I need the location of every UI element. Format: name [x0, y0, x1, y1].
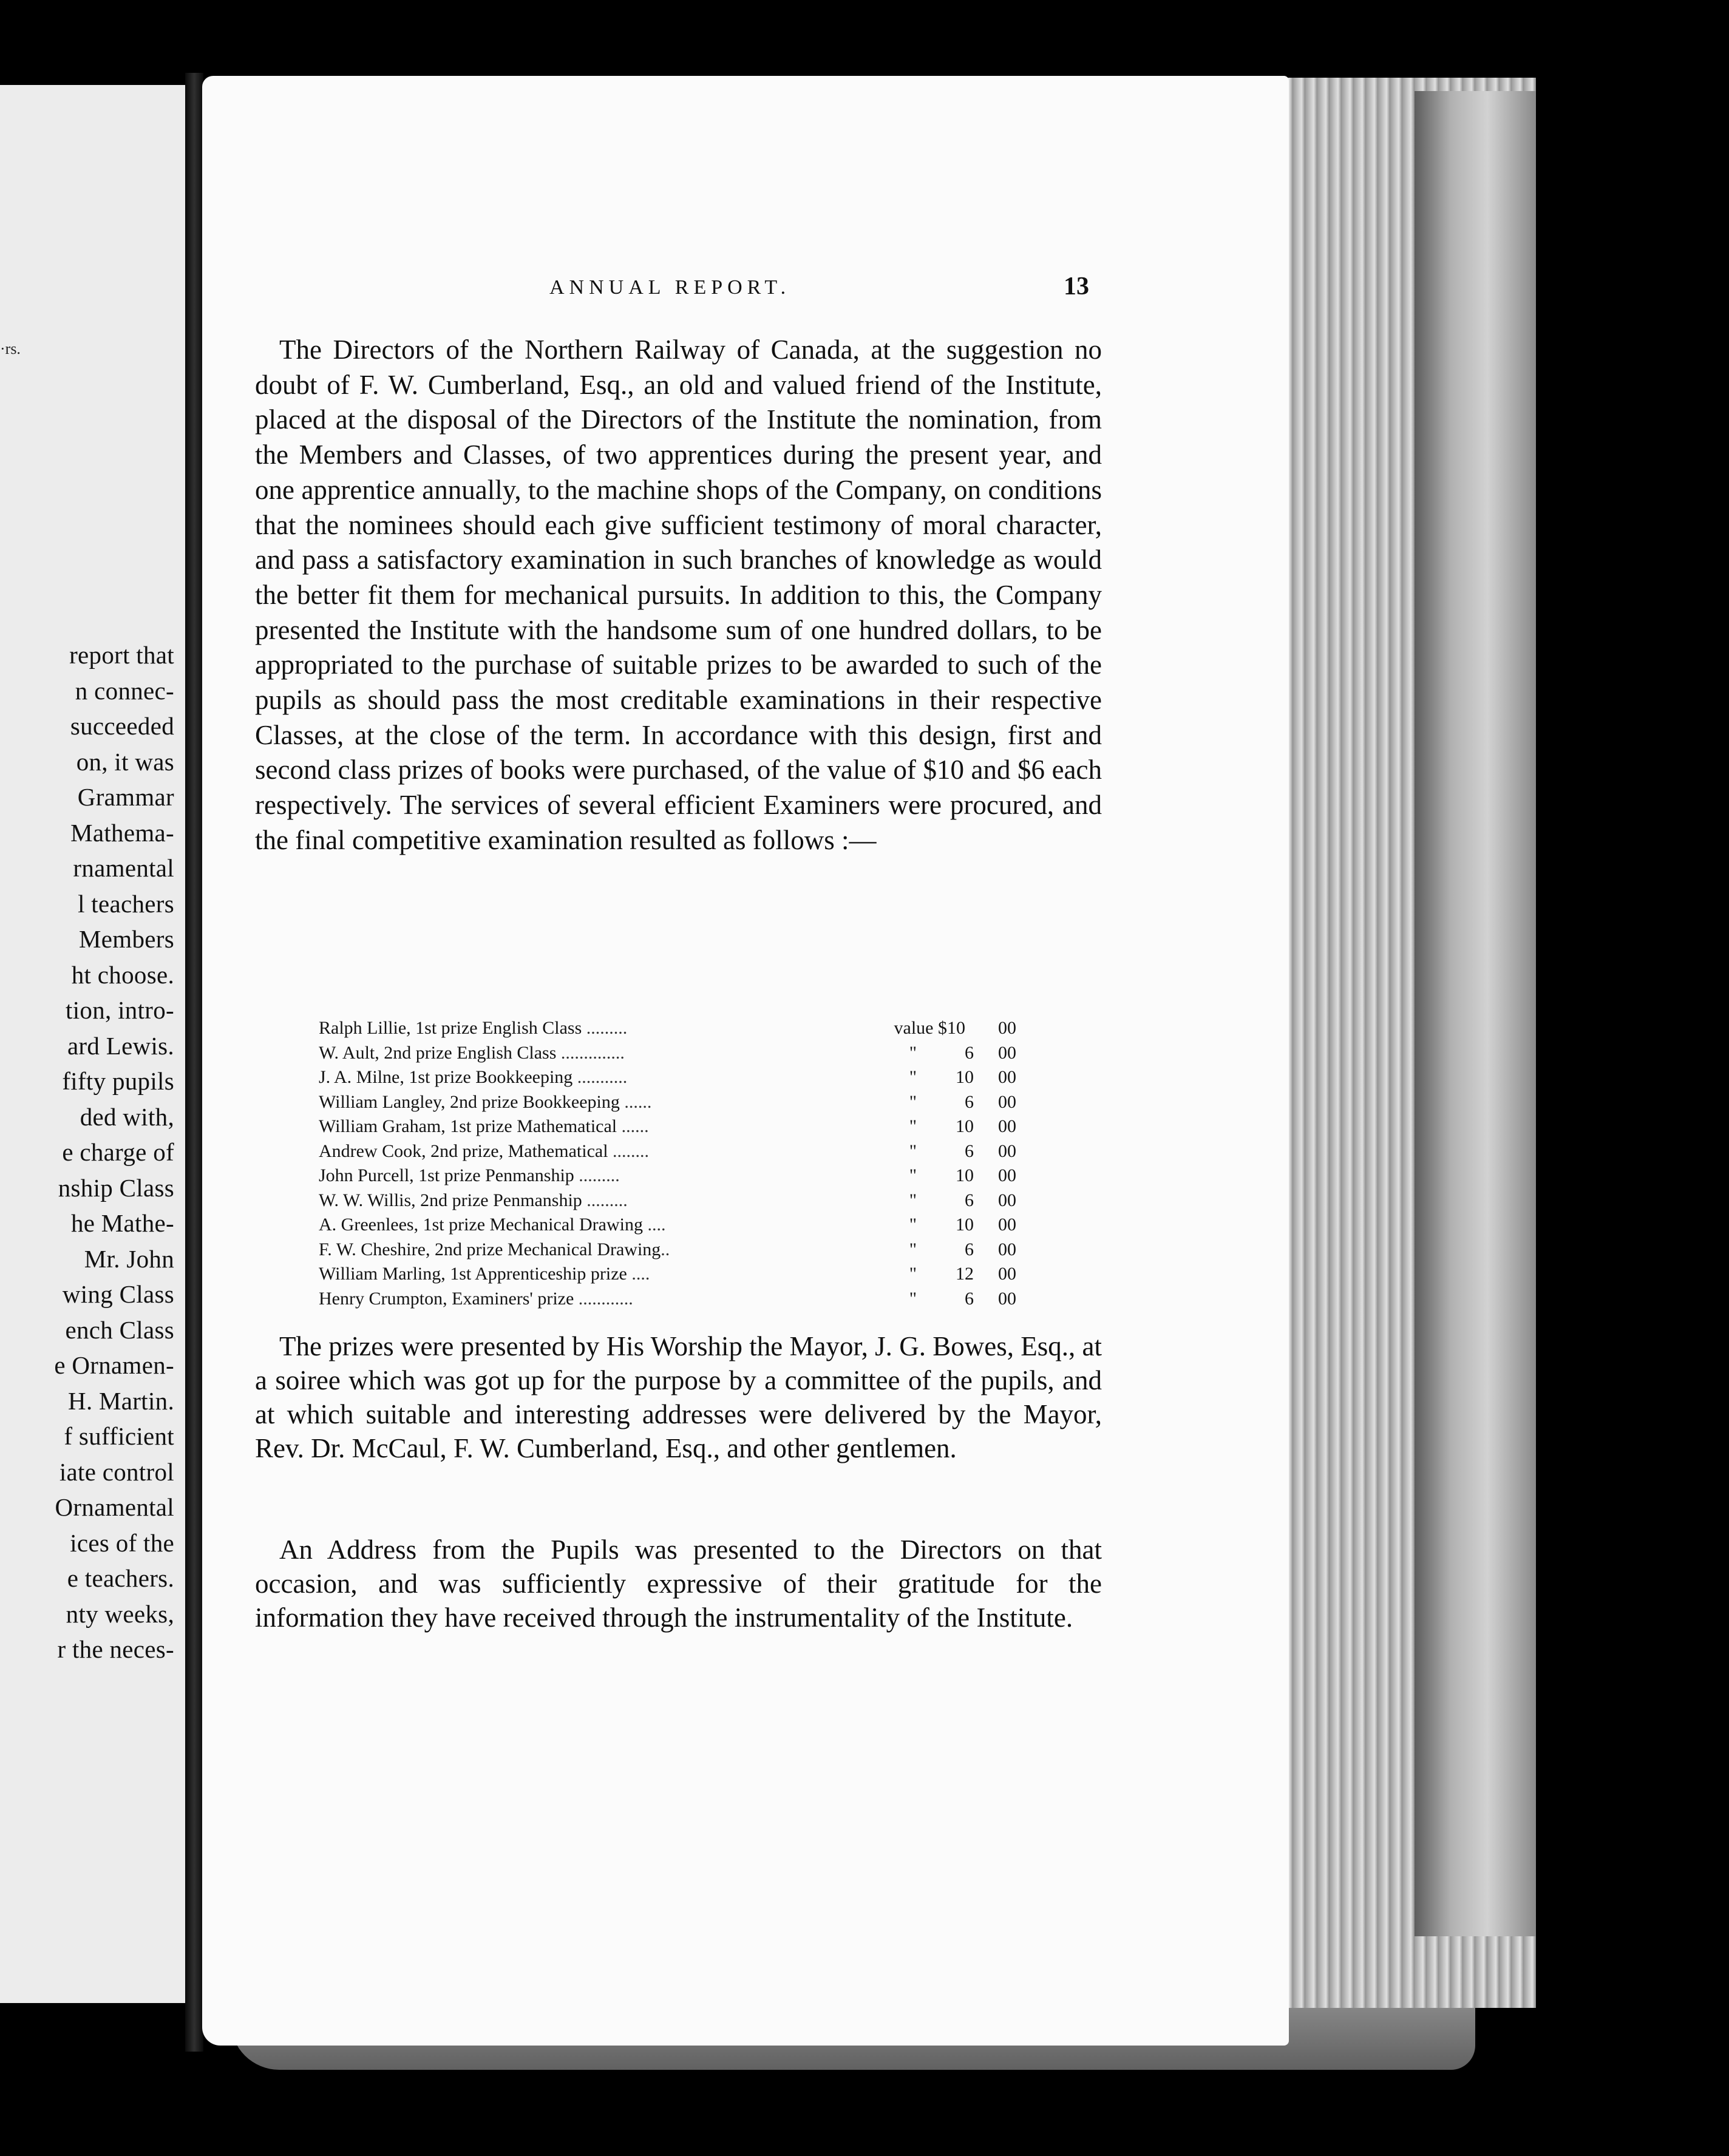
- dot-leader: ...........: [572, 1067, 628, 1087]
- prize-recipient-name: A. Greenlees, 1st prize Mechanical Drawing: [319, 1215, 643, 1235]
- page-number: 13: [1064, 273, 1089, 300]
- prize-recipient-name: W. W. Willis, 2nd prize Penmanship: [319, 1190, 582, 1210]
- prize-row: [319, 1262, 1041, 1287]
- dot-leader: ....: [627, 1264, 650, 1284]
- prize-recipient-name: William Graham, 1st prize Mathematical: [319, 1116, 617, 1136]
- facing-page-line: succeeded: [70, 712, 174, 740]
- prize-recipient-name: Ralph Lillie, 1st prize English Class: [319, 1018, 582, 1038]
- prize-unit: ": [909, 1067, 917, 1087]
- prize-cents: 00: [998, 1239, 1016, 1259]
- prize-recipient-name: J. A. Milne, 1st prize Bookkeeping: [319, 1067, 573, 1087]
- prize-row: [319, 1114, 1041, 1139]
- prize-cents: 00: [998, 1165, 1016, 1185]
- prize-dollars: 10: [956, 1067, 974, 1087]
- facing-page-line: ded with,: [80, 1102, 174, 1131]
- prize-recipient: [319, 1164, 862, 1188]
- prize-recipient-name: Henry Crumpton, Examiners' prize: [319, 1288, 574, 1309]
- prize-recipient: [319, 1139, 862, 1164]
- paragraph-prize-presentation: The prizes were presented by His Worship the Mayor, J. G. Bowes, Esq., at a soiree which was got up for the purpose by a committee of the pupils, and at which suitable and interesting addresses were delivered by the Mayor, Rev. Dr. McCaul, F. W. Cumberland, Esq., and other gentlemen.: [255, 1331, 1102, 1463]
- facing-page-line: he Mathe-: [70, 1209, 174, 1237]
- prize-row: [319, 1041, 1041, 1066]
- prize-unit: ": [909, 1190, 917, 1210]
- prize-dollars: 6: [965, 1141, 974, 1161]
- facing-page-line: Grammar: [77, 783, 174, 811]
- paragraph-northern-railway: The Directors of the Northern Railway of Canada, at the suggestion no doubt of F. W. Cumberland, Esq., an old and valued friend of the Institute, placed at the disposal of the Directors of the Institute the nomination, from the Members and Classes, of two apprentices during the present year, and one apprentice annually, to the machine shops of the Company, on conditions that the nominees should each give sufficient testimony of moral character, and pass a satisfactory examination in such branches of knowledge as would the better fit them for mechanical pursuits. In addition to this, the Company presented the Institute with the handsome sum of one hundred dollars, to be appropriated to the purchase of suitable prizes to be awarded to such of the pupils as should pass the most creditable examinations in their respective Classes, at the close of the term. In accordance with this design, first and second class prizes of books were purchased, of the value of $10 and $6 each respectively. The services of several efficient Examiners were procured, and the final competitive examination resulted as follows :—: [255, 334, 1102, 855]
- dot-leader: ......: [619, 1091, 652, 1112]
- facing-page-line: ench Class: [65, 1315, 174, 1344]
- dot-leader: ........: [608, 1141, 650, 1161]
- prize-cents: 00: [998, 1288, 1016, 1309]
- prize-dollars: 10: [956, 1165, 974, 1185]
- facing-page-line: rnamental: [73, 854, 174, 882]
- paragraph-pupils-address: An Address from the Pupils was presented to the Directors on that occasion, and was sufficiently expressive of their gratitude for the information they have received through the instrumentality of the Institute.: [255, 1534, 1102, 1633]
- facing-page-line: nship Class: [58, 1173, 174, 1202]
- prize-row: [319, 1238, 1041, 1263]
- book-cover-edge: [1415, 91, 1536, 1936]
- prize-recipient: [319, 1065, 862, 1090]
- facing-page-line: e charge of: [62, 1138, 174, 1166]
- prize-recipient: [319, 1213, 862, 1238]
- prize-unit: ": [909, 1264, 917, 1284]
- facing-page-line: nty weeks,: [66, 1599, 174, 1628]
- prize-cents: 00: [998, 1264, 1016, 1284]
- dot-leader: .........: [574, 1165, 620, 1185]
- prize-unit: value $10: [894, 1018, 965, 1038]
- prize-cents: 00: [998, 1190, 1016, 1210]
- facing-page-line: f sufficient: [64, 1422, 174, 1450]
- facing-page-line: iate control: [59, 1457, 174, 1486]
- dot-leader: .........: [582, 1190, 628, 1210]
- facing-page-line: Ornamental: [55, 1493, 174, 1521]
- prize-cents: 00: [998, 1215, 1016, 1235]
- prize-recipient-name: William Marling, 1st Apprenticeship prize: [319, 1264, 627, 1284]
- facing-page-line: l teachers: [78, 889, 174, 918]
- prize-dollars: 6: [965, 1288, 974, 1309]
- dot-leader: ......: [617, 1116, 649, 1136]
- facing-page-line: H. Martin.: [68, 1386, 174, 1415]
- facing-page-line: ht choose.: [71, 960, 174, 989]
- prize-row: [319, 1065, 1041, 1090]
- running-head: ANNUAL REPORT.: [549, 276, 791, 299]
- prize-cents: 00: [998, 1067, 1016, 1087]
- prize-recipient-name: W. Ault, 2nd prize English Class: [319, 1042, 557, 1063]
- facing-page-line: r the neces-: [57, 1635, 174, 1663]
- prize-unit: ": [909, 1042, 917, 1063]
- prize-recipient: [319, 1238, 862, 1263]
- prize-row: [319, 1287, 1041, 1312]
- prize-unit: ": [909, 1288, 917, 1309]
- prize-unit: ": [909, 1116, 917, 1136]
- facing-page-line: e Ornamen-: [54, 1351, 174, 1379]
- prize-dollars: 6: [965, 1091, 974, 1112]
- prize-row: [319, 1188, 1041, 1213]
- prize-row: [319, 1213, 1041, 1238]
- prize-row: [319, 1090, 1041, 1115]
- prize-recipient: [319, 1016, 862, 1041]
- prize-cents: 00: [998, 1141, 1016, 1161]
- prize-dollars: 10: [956, 1215, 974, 1235]
- facing-page-line: ard Lewis.: [67, 1031, 174, 1060]
- dot-leader: ..............: [556, 1042, 625, 1063]
- prize-recipient: [319, 1041, 862, 1066]
- facing-page-line: Members: [79, 925, 174, 953]
- dot-leader: .........: [582, 1018, 628, 1038]
- prize-unit: ": [909, 1141, 917, 1161]
- dot-leader: ............: [574, 1288, 633, 1309]
- prize-cents: 00: [998, 1116, 1016, 1136]
- prize-cents: 00: [998, 1018, 1016, 1038]
- prize-dollars: 6: [965, 1042, 974, 1063]
- facing-page-line: wing Class: [62, 1280, 174, 1308]
- prize-dollars: 10: [956, 1116, 974, 1136]
- prize-row: [319, 1139, 1041, 1164]
- facing-page-line: report that: [69, 641, 174, 669]
- prize-row: [319, 1164, 1041, 1188]
- facing-page-line: n connec-: [75, 676, 174, 705]
- facing-page-line: ices of the: [70, 1528, 174, 1557]
- prize-dollars: 6: [965, 1239, 974, 1259]
- prize-row: [319, 1016, 1041, 1041]
- prize-dollars: 12: [956, 1264, 974, 1284]
- prize-list: [319, 1016, 1041, 1311]
- prize-recipient: [319, 1090, 862, 1115]
- book-gutter: [185, 73, 203, 2052]
- facing-page-line: tion, intro-: [66, 996, 174, 1024]
- prize-unit: ": [909, 1215, 917, 1235]
- prize-dollars: 6: [965, 1190, 974, 1210]
- prize-recipient: [319, 1287, 862, 1312]
- facing-page-line: Mr. John: [84, 1244, 174, 1273]
- prize-recipient-name: William Langley, 2nd prize Bookkeeping: [319, 1091, 620, 1112]
- prize-cents: 00: [998, 1091, 1016, 1112]
- prize-recipient-name: John Purcell, 1st prize Penmanship: [319, 1165, 574, 1185]
- prize-unit: ": [909, 1091, 917, 1112]
- dot-leader: ....: [642, 1215, 666, 1235]
- facing-page: [0, 85, 185, 2003]
- prize-recipient: [319, 1188, 862, 1213]
- prize-recipient: [319, 1262, 862, 1287]
- facing-page-line: fifty pupils: [62, 1067, 174, 1095]
- facing-page-line: e teachers.: [67, 1564, 174, 1592]
- prize-unit: ": [909, 1165, 917, 1185]
- facing-page-header: ·rs.: [0, 340, 21, 358]
- prize-cents: 00: [998, 1042, 1016, 1063]
- dot-leader: ..: [661, 1239, 670, 1259]
- prize-recipient-name: Andrew Cook, 2nd prize, Mathematical: [319, 1141, 608, 1161]
- prize-recipient-name: F. W. Cheshire, 2nd prize Mechanical Drawing: [319, 1239, 661, 1259]
- prize-unit: ": [909, 1239, 917, 1259]
- facing-page-line: on, it was: [76, 747, 174, 776]
- prize-recipient: [319, 1114, 862, 1139]
- facing-page-line: Mathema-: [70, 818, 174, 847]
